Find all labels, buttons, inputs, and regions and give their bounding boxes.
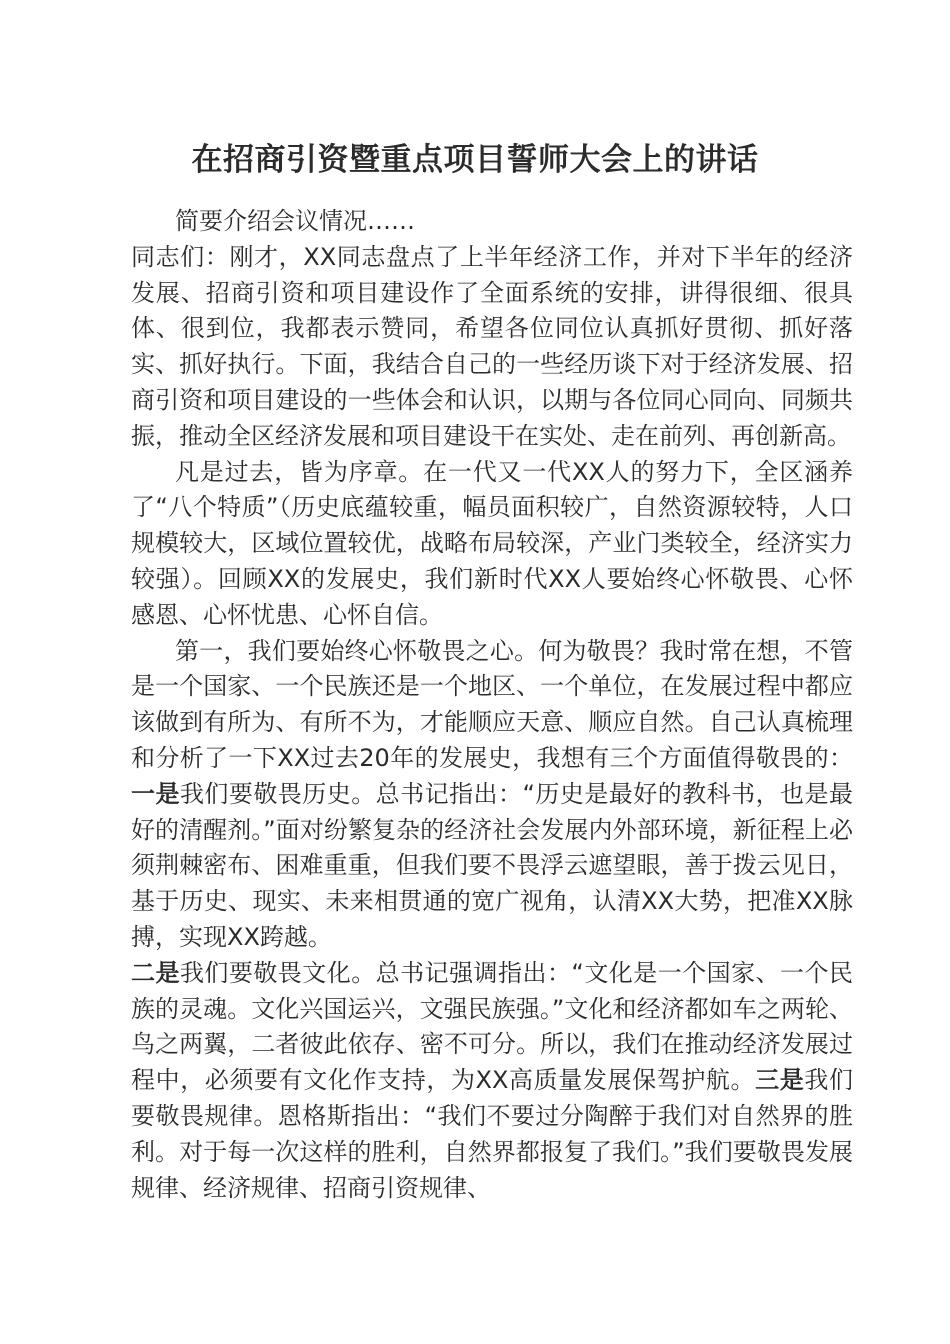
paragraph-3-text-c: 我们要敬畏历史。总书记指出：“历史是最好的教科书，也是最好的清醒剂。”面对纷繁复杂的经济社会发展内外部环境，新征程上必须荆棘密布、困难重重，但我们要不畏浮云遮望眼，善于拨云见日，基于历史、现实、未来相贯通的宽广视角，认清XX大势，把准XX脉搏，实现XX跨越。 [131, 779, 853, 951]
paragraph-4-text-d: 我们要敬畏规律。恩格斯指出：“我们不要过分陶醉于我们对自然界的胜利。对于每一次这样的胜利，自然界都报复了我们。”我们要敬畏发展规律、经济规律、招商引资规律、 [131, 1066, 854, 1202]
document-body [131, 204, 853, 1206]
point-three-label: 三是 [755, 1066, 805, 1095]
document-title: 在招商引资暨重点项目誓师大会上的讲话 [191, 142, 759, 178]
point-two-label: 二是 [131, 958, 180, 987]
paragraph-3 [131, 634, 853, 956]
paragraph-3-text-a: 第一，我们要始终心怀敬畏之心。何为敬畏？我时常在想，不管是一个国家、一个民族还是一个地区、一个单位，在发展过程中都应该做到有所为、有所不为，才能顺应天意、顺应自然。自己认真梳理和分析了一下XX过去20年的发展史，我想有三个方面值得敬畏的： [131, 636, 853, 772]
point-one-label: 一是 [131, 779, 180, 808]
intro-paragraph: 简要介绍会议情况…… [175, 207, 415, 235]
paragraph-1: 同志们：刚才，XX同志盘点了上半年经济工作，并对下半年的经济发展、招商引资和项目建设作了全面系统的安排，讲得很细、很具体、很到位，我都表示赞同，希望各位同位认真抓好贯彻、抓好落实、抓好执行。下面，我结合自己的一些经历谈下对于经济发展、招商引资和项目建设的一些体会和认识，以期与各位同心同向、同频共振，推动全区经济发展和项目建设干在实处、走在前列、再创新高。 [131, 242, 853, 450]
paragraph-4-text-b: 我们要敬畏文化。总书记强调指出：“文化是一个国家、一个民族的灵魂。文化兴国运兴，文强民族强。”文化和经济都如车之两轮、鸟之两翼，二者彼此依存、密不可分。所以，我们在推动经济发展过程中，必须要有文化作支持，为XX高质量发展保驾护航。 [131, 958, 853, 1095]
paragraph-4 [131, 956, 853, 1207]
paragraph-2: 凡是过去，皆为序章。在一代又一代XX人的努力下，全区涵养了“八个特质”（历史底蕴较重，幅员面积较广，自然资源较特，人口规模较大，区域位置较优，战略布局较深，产业门类较全，经济实力较强）。回顾XX的发展史，我们新时代XX人要始终心怀敬畏、心怀感恩、心怀忧患、心怀自信。 [131, 457, 853, 629]
